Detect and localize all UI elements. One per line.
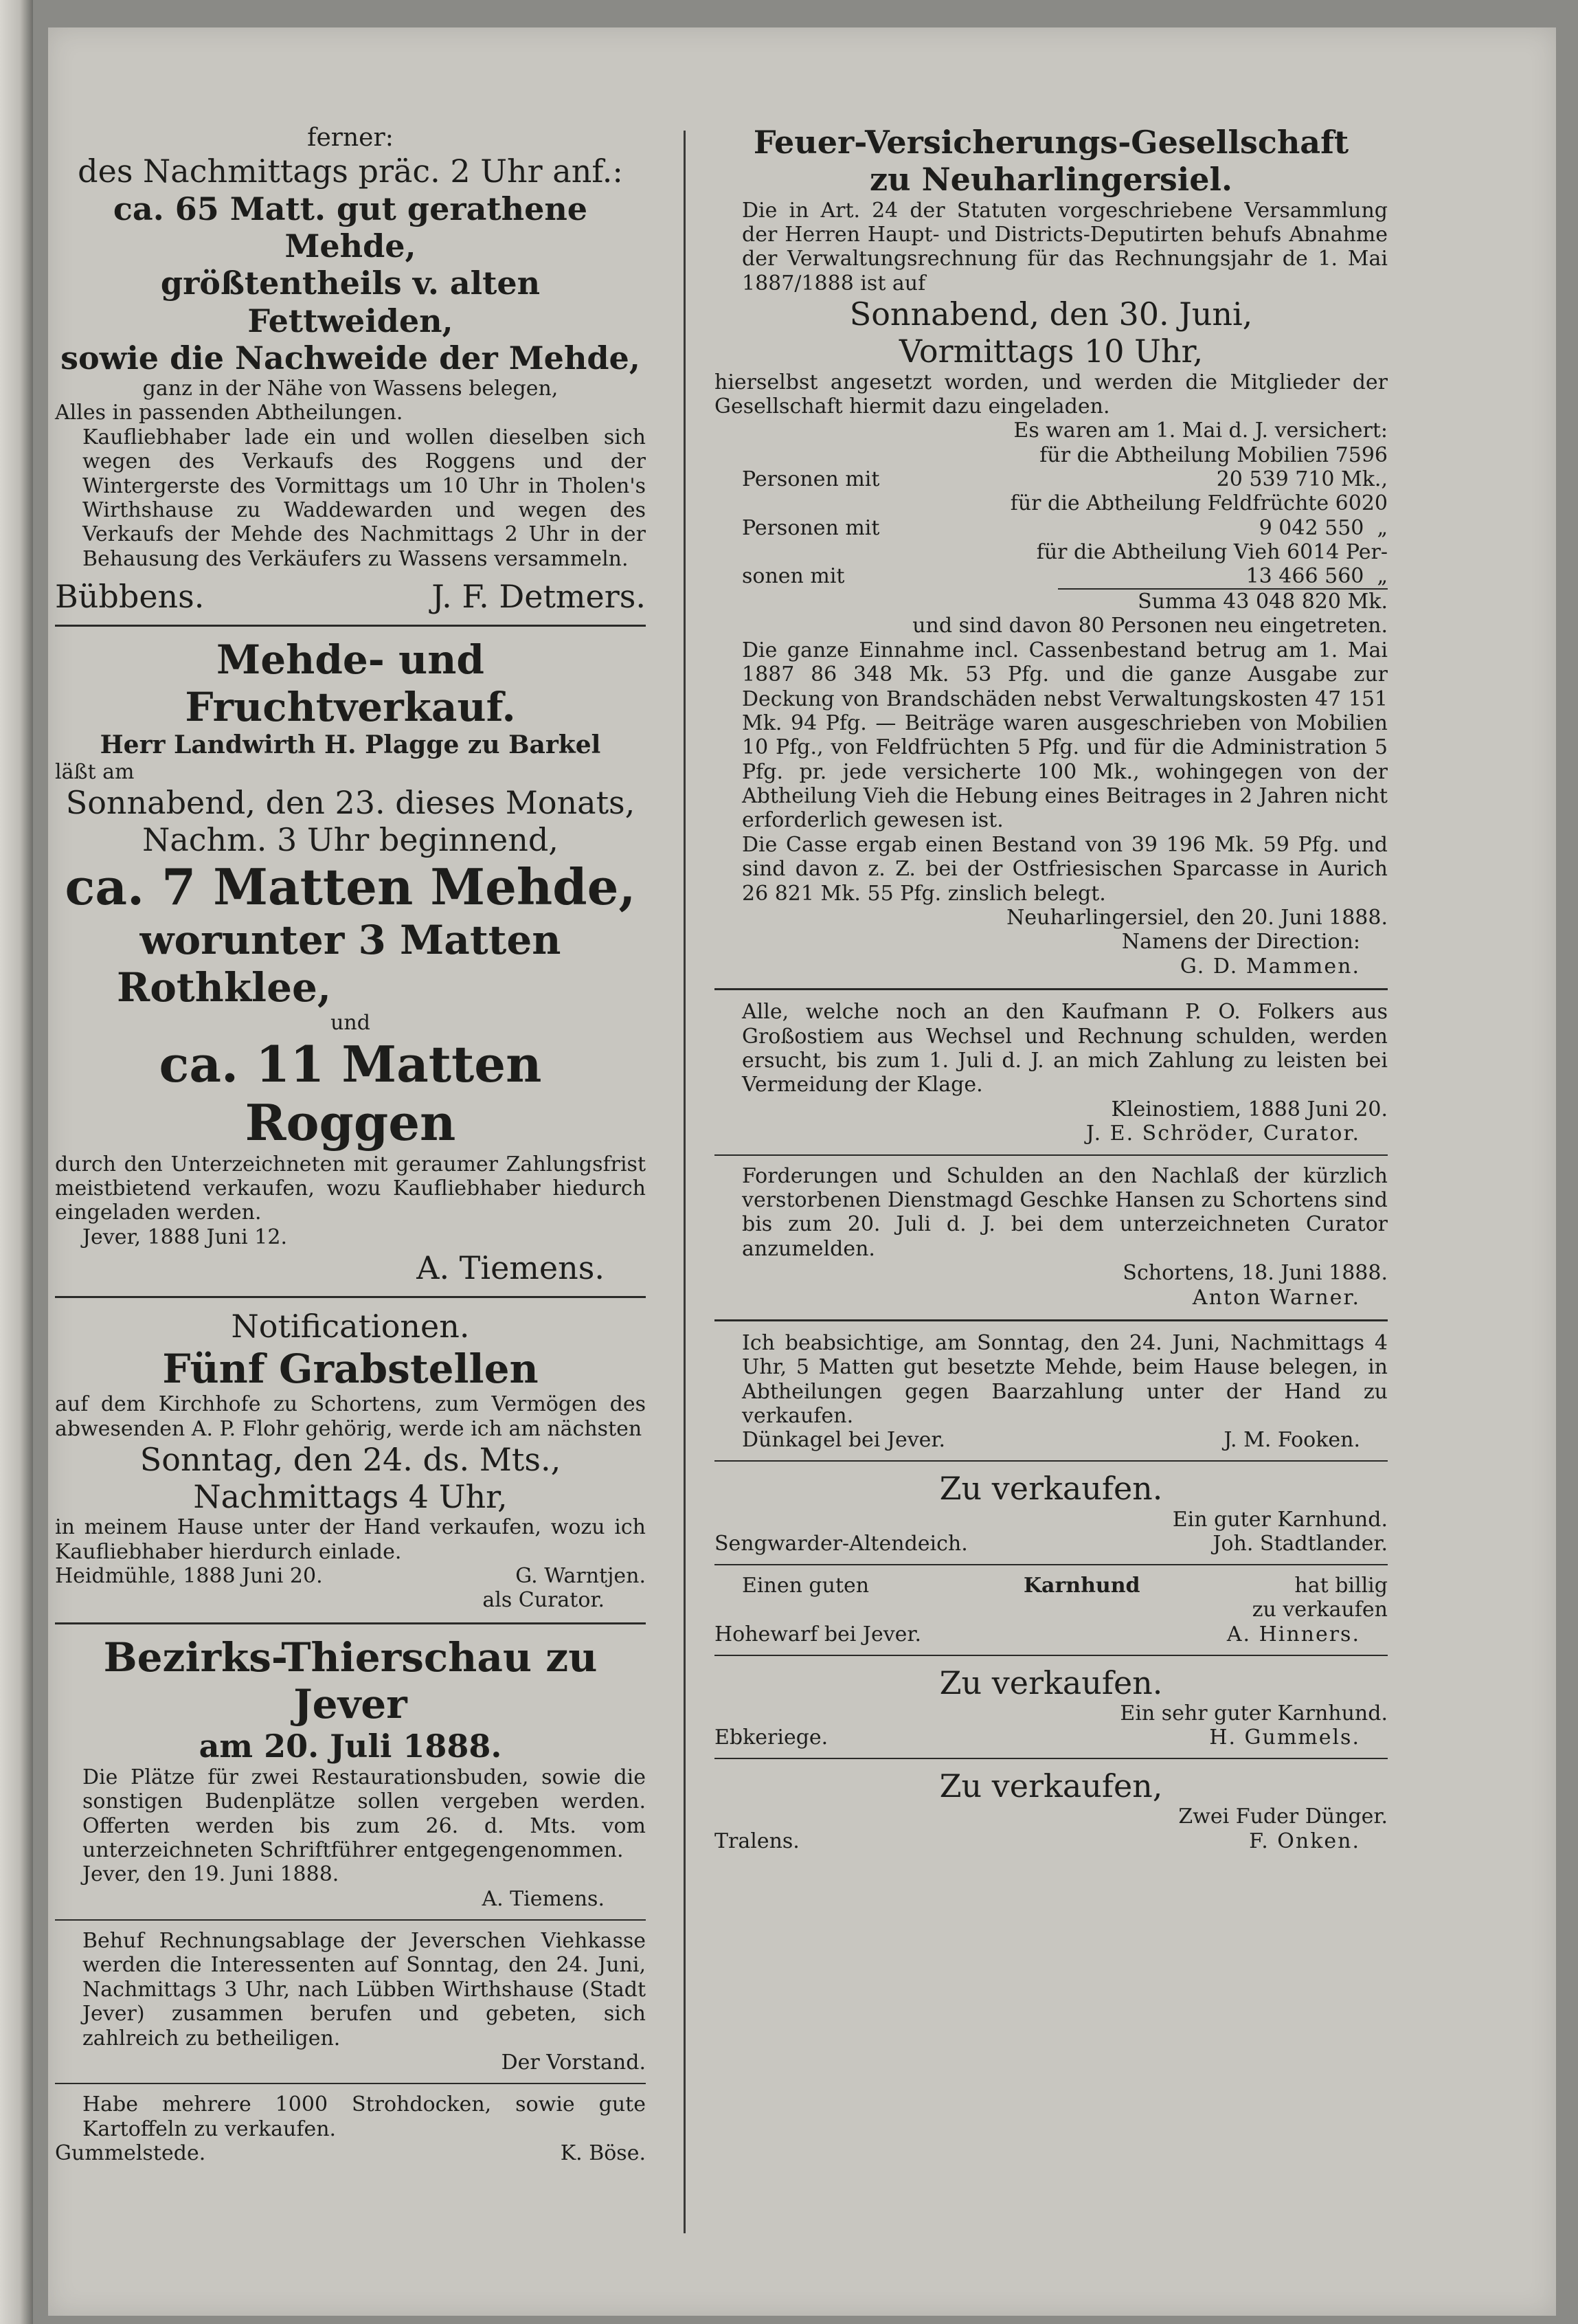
ad-body: durch den Unterzeichneten mit geraumer Zahlungsfrist meistbietend verkaufen, wozu Kaufliebhaber hiedurch eingeladen werden. xyxy=(55,1152,646,1225)
ad-line: Sonnabend, den 30. Juni, xyxy=(849,295,1253,333)
ad-signature-role: Namens der Direction: xyxy=(1121,930,1360,954)
section-rule xyxy=(714,988,1388,990)
ad-body: und sind davon 80 Personen neu eingetreten. xyxy=(912,614,1388,638)
ad-body: Kaufliebhaber lade ein und wollen dieselben sich wegen des Verkaufs des Roggens und der Wintergerste des Vormittags um 10 Uhr in Tholen's Wirthshause zu Waddewarden und wegen des Verkaufs der Mehde des Nachmittags 2 Uhr in der Behausung des Verkäufers zu Wassens versammeln. xyxy=(82,425,646,571)
ad-subtitle: Herr Landwirth H. Plagge zu Barkel xyxy=(100,730,601,760)
ad-signature: A. Tiemens. xyxy=(482,1886,605,1911)
ad-title: Zu verkaufen. xyxy=(939,1664,1163,1701)
ad-date: Jever, 1888 Juni 12. xyxy=(82,1225,287,1249)
ad-body: Alle, welche noch an den Kaufmann P. O. Folkers aus Großostiem aus Wechsel und Rechnung schulden, werden ersucht, bis zum 1. Juli d. J. an mich Zahlung zu leisten bei Vermeidung der Klage. xyxy=(742,1000,1388,1097)
ad-body: in meinem Hause unter der Hand verkaufen, wozu ich Kaufliebhaber hierdurch einlade. xyxy=(55,1515,646,1564)
ad-karnhund-3 xyxy=(714,1664,1388,1750)
insurance-row-sub: sonen mit xyxy=(742,563,845,588)
insurance-row-label: für die Abtheilung Feldfrüchte 6020 xyxy=(1010,491,1388,516)
ad-title: zu Neuharlingersiel. xyxy=(869,161,1232,199)
ad-line: läßt am xyxy=(55,759,135,784)
ad-duenger xyxy=(714,1767,1388,1853)
insurance-row-label: für die Abtheilung Mobilien 7596 xyxy=(1039,443,1388,467)
ad-line: zu verkaufen xyxy=(1252,1598,1388,1622)
ad-body: hierselbst angesetzt worden, und werden die Mitglieder der Gesellschaft hiermit dazu eingeladen. xyxy=(714,370,1388,419)
ad-signature: J. E. Schröder, Curator. xyxy=(1085,1121,1360,1146)
ad-signature: A. Tiemens. xyxy=(416,1249,605,1287)
ad-line: Alles in passenden Abtheilungen. xyxy=(55,401,403,425)
ad-line: des Nachmittags präc. 2 Uhr anf.: xyxy=(78,153,623,190)
insurance-sum: Summa 43 048 820 Mk. xyxy=(1058,588,1388,614)
ad-place: Hohewarf bei Jever. xyxy=(714,1622,921,1646)
ad-headline: größtentheils v. alten Fettweiden, xyxy=(160,265,541,339)
section-rule xyxy=(714,1655,1388,1656)
insurance-row-value: 13 466 560 xyxy=(1246,563,1364,588)
ad-line: Es waren am 1. Mai d. J. versichert: xyxy=(1013,418,1388,443)
right-column xyxy=(714,124,1388,1853)
insurance-row-sub: Personen mit xyxy=(742,467,880,492)
section-rule xyxy=(55,1296,646,1298)
ad-date: Neuharlingersiel, den 20. Juni 1888. xyxy=(1006,906,1388,930)
left-column xyxy=(55,124,646,2165)
ad-place: Sengwarder-Altendeich. xyxy=(714,1532,968,1556)
ad-date: Jever, den 19. Juni 1888. xyxy=(82,1862,339,1887)
ad-line: Sonnabend, den 23. dieses Monats, xyxy=(65,783,635,821)
ad-signature-role: als Curator. xyxy=(482,1588,605,1613)
section-heading: Notificationen. xyxy=(231,1308,470,1345)
ad-line: und xyxy=(330,1011,370,1036)
ad-signature: K. Böse. xyxy=(560,2141,646,2166)
ad-date: Schortens, 18. Juni 1888. xyxy=(1123,1261,1388,1286)
insurance-row-label: für die Abtheilung Vieh 6014 Per- xyxy=(1036,539,1388,564)
ad-line-bold: Karnhund xyxy=(1023,1574,1140,1598)
ad-karnhund-1 xyxy=(714,1470,1388,1556)
ad-body: Forderungen und Schulden an den Nachlaß der kürzlich verstorbenen Dienstmagd Geschke Hansen zu Schortens sind bis zum 20. Juli d. J. bei dem unterzeichneten Curator anzumelden. xyxy=(742,1163,1388,1261)
ad-date: Heidmühle, 1888 Juni 20. xyxy=(55,1564,323,1589)
ad-body: Die ganze Einnahme incl. Cassenbestand betrug am 1. Mai 1887 86 348 Mk. 53 Pfg. und die ganze Ausgabe zur Deckung von Brandschäden nebst Verwaltungskosten 47 151 Mk. 94 Pfg. — Beiträge waren ausgeschrieben von Mobilien 10 Pfg., von Feldfrüchten 5 Pfg. und für die Administration 5 Pfg. pr. jede versicherte 100 Mk., wohingegen von der Abtheilung Vieh die Hebung eines Beitrages in 2 Jahren nicht erforderlich gewesen ist. xyxy=(742,638,1388,833)
insurance-row-value: 9 042 550 xyxy=(1259,515,1364,540)
ad-body: Habe mehrere 1000 Strohdocken, sowie gute Kartoffeln zu verkaufen. xyxy=(82,2092,646,2141)
ad-body: Ein guter Karnhund. xyxy=(1172,1507,1388,1532)
ad-line: ganz in der Nähe von Wassens belegen, xyxy=(142,377,559,401)
ad-headline: Rothklee, xyxy=(117,963,332,1011)
ad-subtitle: am 20. Juli 1888. xyxy=(199,1728,502,1765)
ad-mehde-wassens xyxy=(55,124,646,615)
ad-signature: G. D. Mammen. xyxy=(1180,954,1360,979)
ad-body: Behuf Rechnungsablage der Jeverschen Viehkasse werden die Interessenten auf Sonntag, den 24. Juni, Nachmittags 3 Uhr, nach Lübben Wirthshause (Stadt Jever) zusammen berufen und gebeten, sich zahlreich zu betheiligen. xyxy=(82,1929,646,2051)
ad-line: hat billig xyxy=(1294,1574,1388,1598)
ad-viehkasse xyxy=(55,1929,646,2075)
insurance-row-value: 20 539 710 Mk., xyxy=(1216,467,1388,492)
ad-signature: Der Vorstand. xyxy=(501,2051,646,2075)
ad-place: Tralens. xyxy=(714,1829,800,1853)
ad-body: Die Casse ergab einen Bestand von 39 196 Mk. 59 Pfg. und sind davon z. Z. bei der Ostfriesischen Sparcasse in Aurich 26 821 Mk. 55 Pfg. zinslich belegt. xyxy=(742,832,1388,906)
ad-place: Dünkagel bei Jever. xyxy=(742,1428,946,1453)
binding-edge xyxy=(0,0,33,2324)
ad-body: Die in Art. 24 der Statuten vorgeschriebene Versammlung der Herren Haupt- und Districts-Deputirten behufs Abnahme der Verwaltungsrechnung für das Rechnungsjahr de 1. Mai 1887/1888 ist auf xyxy=(742,198,1388,295)
column-divider xyxy=(684,131,686,2233)
ad-title: Mehde- und Fruchtverkauf. xyxy=(185,636,516,730)
ad-grabstellen xyxy=(55,1308,646,1612)
ad-headline: ca. 7 Matten Mehde, xyxy=(65,858,636,917)
insurance-row-sub: Personen mit xyxy=(742,515,880,540)
ad-title: Zu verkaufen. xyxy=(939,1470,1163,1508)
ad-fruchtverkauf xyxy=(55,636,646,1286)
ad-line: Einen guten xyxy=(742,1574,870,1598)
section-rule xyxy=(714,1154,1388,1156)
ad-title: Fünf Grabstellen xyxy=(162,1345,539,1392)
section-rule xyxy=(55,2083,646,2084)
ad-title: Feuer-Versicherungs-Gesellschaft xyxy=(753,124,1349,161)
ad-date: Kleinostiem, 1888 Juni 20. xyxy=(1111,1097,1388,1121)
ad-signature: G. Warntjen. xyxy=(515,1564,646,1589)
ad-headline: ca. 65 Matt. gut gerathene Mehde, xyxy=(113,190,588,265)
insurance-row-unit: „ xyxy=(1377,515,1388,540)
ad-body: Ich beabsichtige, am Sonntag, den 24. Juni, Nachmittags 4 Uhr, 5 Matten gut besetzte Mehde, beim Hause belegen, in Abtheilungen gegen Baarzahlung unter der Hand zu verkaufen. xyxy=(742,1330,1388,1429)
ad-body: Zwei Fuder Dünger. xyxy=(1178,1805,1388,1829)
ad-mehde-duenkagel xyxy=(714,1331,1388,1453)
section-rule xyxy=(714,1758,1388,1759)
ad-signature: Joh. Stadtlander. xyxy=(1213,1532,1388,1556)
ad-line: Vormittags 10 Uhr, xyxy=(899,333,1204,370)
section-rule xyxy=(714,1564,1388,1565)
section-rule xyxy=(55,1919,646,1921)
ad-headline: ca. 11 Matten Roggen xyxy=(159,1034,542,1152)
ad-signature: J. F. Detmers. xyxy=(431,578,646,616)
ad-place: Bübbens. xyxy=(55,578,205,616)
ad-title: Zu verkaufen, xyxy=(939,1767,1163,1805)
ad-line: Nachm. 3 Uhr beginnend, xyxy=(142,821,559,859)
ad-body: Ein sehr guter Karnhund. xyxy=(1120,1701,1388,1725)
ad-title: Bezirks-Thierschau zu Jever xyxy=(103,1633,598,1728)
ad-signature: A. Hinners. xyxy=(1226,1622,1360,1646)
section-rule xyxy=(714,1319,1388,1321)
section-rule xyxy=(55,625,646,627)
ad-folkers xyxy=(714,1000,1388,1146)
ad-feuerversicherung xyxy=(714,124,1388,979)
ad-headline: worunter 3 Matten xyxy=(139,917,561,964)
ad-thierschau xyxy=(55,1634,646,1911)
ad-signature: H. Gummels. xyxy=(1209,1725,1360,1750)
ad-place: Ebkeriege. xyxy=(714,1725,829,1750)
ad-strohdocken xyxy=(55,2092,646,2165)
ad-headline: sowie die Nachweide der Mehde, xyxy=(60,339,640,377)
ad-body: auf dem Kirchhofe zu Schortens, zum Vermögen des abwesenden A. P. Flohr gehörig, werde ich am nächsten xyxy=(55,1392,646,1441)
ad-signature: Anton Warner. xyxy=(1192,1285,1360,1310)
ad-line: ferner: xyxy=(307,124,394,152)
ad-signature: F. Onken. xyxy=(1249,1829,1360,1853)
ad-nachlass xyxy=(714,1164,1388,1310)
ad-line: Nachmittags 4 Uhr, xyxy=(193,1478,508,1516)
section-rule xyxy=(714,1460,1388,1462)
ad-place: Gummelstede. xyxy=(55,2141,206,2166)
ad-body: Die Plätze für zwei Restaurationsbuden, sowie die sonstigen Budenplätze sollen vergeben werden. Offerten werden bis zum 26. d. Mts. vom unterzeichneten Schriftführer entgegengenommen. xyxy=(82,1765,646,1862)
ad-line: Sonntag, den 24. ds. Mts., xyxy=(139,1440,561,1478)
insurance-row-unit: „ xyxy=(1377,563,1388,588)
section-rule xyxy=(55,1622,646,1624)
ad-signature: J. M. Fooken. xyxy=(1224,1428,1360,1453)
ad-karnhund-2 xyxy=(714,1574,1388,1646)
